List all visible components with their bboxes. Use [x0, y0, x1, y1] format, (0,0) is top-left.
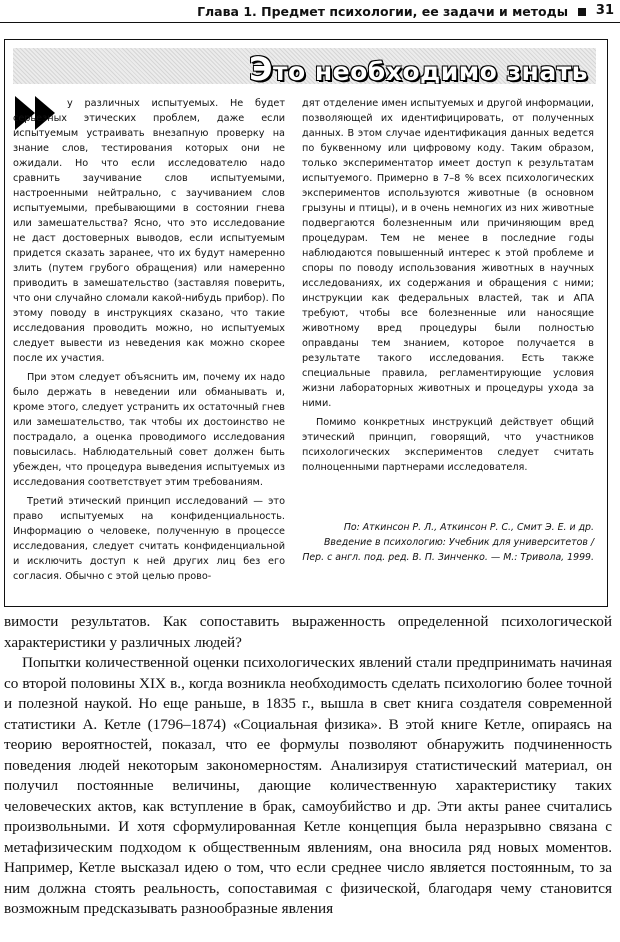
box-paragraph: Третий этический принцип исследований — это право испытуемых на конфиденциальность. Информацию о человеке, полученную в процессе исследования, следует считать конфиденциальной и исключить доступ к ней других лиц без его согласия. Обычно с этой целью прово-: [13, 496, 285, 582]
main-paragraph: Попытки количественной оценки психологических явлений стали предпринимать начиная со второй половины XIX в., когда возникла необходимость сделать психологию более точной и полезной наукой. Но еще раньше, в 1835 г., вышла в свет книга создателя современной статистики А. Кетле (1796–1874) «Социальная физика». В этой книге Кетле, опираясь на теорию вероятностей, показал, что ее формулы позволяют обнаружить подчиненность поведения людей некоторым закономерностям. Анализируя статистический материал, он получил постоянные величины, дающие количественную характеристику таких человеческих актов, как вступление в брак, самоубийство и др. Эти акты ранее считались произвольными. И хотя сформулированная Кетле концепция была неразрывно связана с метафизическим подходом к общественным явлениям, она вносила ряд новых моментов. Например, Кетле высказал идею о том, что если среднее число является постоянным, то за ним должна стоять реальность, сопоставимая с физической, благодаря чему становится возможным предсказывать разнообразные явления: [4, 654, 612, 917]
main-paragraph: вимости результатов. Как сопоставить выраженность определенной психологической характеристики у различных людей?: [4, 613, 612, 651]
main-text: [4, 612, 612, 920]
square-bullet-icon: [578, 8, 586, 16]
box-right-column: [302, 96, 594, 475]
chapter-title: Глава 1. Предмет психологии, ее задачи и методы: [197, 4, 568, 19]
box-paragraph: дят отделение имен испытуемых и другой информации, позволяющей их идентифицировать, от полученных данных. В этом случае идентификация данных ведется по буквенному или цифровому коду. Таким образом, только экспериментатор имеет доступ к результатам испытуемого. Примерно в 7–8 % всех психологических экспериментов используются животные (в основном грызуны и птицы), и в очень немногих из них животные подвергаются болезненным или причиняющим вред процедурам. Тем не менее в последние годы наблюдаются повышенный интерес к этой проблеме и споры по поводу использования животных в научных исследованиях, их содержания и обращения с ними; инструкции как федеральных властей, так и АПА требуют, чтобы все болезненные или наносящие животному вред процедуры были полностью оправданы тем знанием, которое получается в результате такого исследования. Есть также специальные правила, регламентирующие условия жизни лабораторных животных и процедуры ухода за ними.: [302, 98, 594, 409]
box-citation: По: Аткинсон Р. Л., Аткинсон Р. С., Смит Э. Е. и др. Введение в психологию: Учебник для университетов / Пер. с англ. под. ред. В. П. Зинченко. — М.: Тривола, 1999.: [302, 522, 594, 563]
info-box: [4, 39, 608, 607]
running-head: [0, 0, 620, 23]
banner-rest: то необходимо знать: [272, 57, 588, 84]
box-paragraph: При этом следует объяснить им, почему их надо было держать в неведении или обманывать и, кроме этого, следует устранить их остаточный гнев или замешательство, так чтобы их достоинство не пострадало, а оценка проводимого исследования повысилась. Наблюдательный совет должен быть убежден, что процедура выведения испытуемых из исследования соответствует этим требованиям.: [13, 372, 285, 488]
box-banner-title: [249, 50, 588, 84]
box-left-column: [13, 96, 285, 584]
page-number: 31: [595, 3, 614, 18]
banner-first-letter: Э: [248, 50, 273, 84]
box-paragraph: Помимо конкретных инструкций действует общий этический принцип, говорящий, что участников психологических экспериментов следует считать полноценными партнерами исследователя.: [302, 417, 594, 473]
box-paragraph: у различных испытуемых. Не будет серьезных этических проблем, даже если испытуемым устраивать внезапную проверку на знание слов, тестирования которых они не ожидали. Но что если исследователю надо сравнить заучивание слов испытуемыми, настроенными нейтрально, с заучиванием слов испытуемыми, пребывающими в состоянии гнева или замешательства? Ясно, что это исследование не даст достоверных выводов, если испытуемым придется сказать заранее, что их будут намеренно злить (путем грубого обращения) или намеренно приводить в замешательство (заставляя поверить, что они случайно сломали какой-нибудь прибор). По этому поводу в инструкциях сказано, что такие исследования проводить можно, но испытуемых следует вывести из неведения как можно скорее после их участия.: [13, 98, 285, 364]
box-banner: [13, 48, 596, 84]
